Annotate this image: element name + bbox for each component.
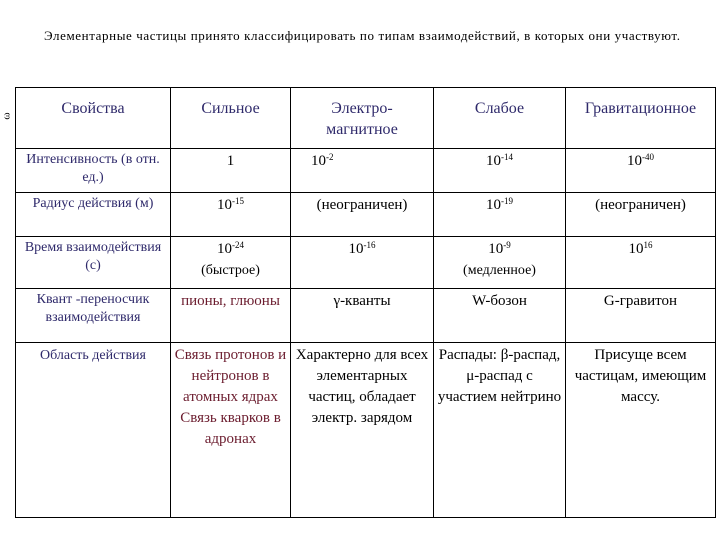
- value-exp: -40: [642, 152, 654, 162]
- table-row: [16, 149, 716, 193]
- value-exp: -9: [503, 240, 511, 250]
- value-exp: 16: [643, 240, 653, 250]
- header-weak: Слабое: [434, 88, 566, 149]
- cell-strong: [171, 237, 291, 289]
- row-property: Время взаимодействия (с): [16, 237, 171, 289]
- cell-weak: [434, 193, 566, 237]
- cell-grav: [566, 149, 716, 193]
- value-base: 10: [217, 241, 232, 257]
- cell-em: γ-кванты: [291, 289, 434, 343]
- value-base: 10: [488, 241, 504, 257]
- header-strong: Сильное: [171, 88, 291, 149]
- value-base: 10: [348, 241, 364, 257]
- cell-weak: W-бозон: [434, 289, 566, 343]
- value-base: 10: [627, 153, 642, 169]
- header-gravitational: Гравитационное: [566, 88, 716, 149]
- value-base: 10: [486, 197, 501, 213]
- value-base: 10: [628, 241, 644, 257]
- value-exp: -14: [501, 152, 513, 162]
- cell-weak: [434, 237, 566, 289]
- value-exp: -24: [232, 240, 244, 250]
- header-properties: Свойства: [16, 88, 171, 149]
- header-electromagnetic: Электро- магнитное: [291, 88, 434, 149]
- side-mark: ω: [0, 112, 13, 120]
- cell-grav: [566, 237, 716, 289]
- row-property: Область действия: [16, 343, 171, 518]
- cell-em: [291, 237, 434, 289]
- value-note: (медленное): [463, 263, 536, 278]
- value-exp: -15: [232, 196, 244, 206]
- cell-strong: Связь протонов и нейтронов в атомных ядрах Связь кварков в адронах: [171, 343, 291, 518]
- value-base: 10: [486, 153, 501, 169]
- table-row: [16, 237, 716, 289]
- cell-grav: Присуще всем частицам, имеющим массу.: [566, 343, 716, 518]
- table-row: [16, 289, 716, 343]
- intro-text: Элементарные частицы принято классифицировать по типам взаимодействий, в которых они участвуют.: [44, 28, 681, 43]
- cell-em: Характерно для всех элементарных частиц, обладает электр. зарядом: [291, 343, 434, 518]
- cell-strong: пионы, глюоны: [171, 289, 291, 343]
- value-base: 10: [311, 153, 326, 169]
- value-exp: -19: [501, 196, 513, 206]
- row-property: Квант -переносчик взаимодействия: [16, 289, 171, 343]
- cell-em: (неограничен): [291, 193, 434, 237]
- table-header-row: [16, 88, 716, 149]
- value-exp: -2: [326, 152, 334, 162]
- cell-em: [291, 149, 434, 193]
- value-note: (быстрое): [201, 263, 260, 278]
- cell-grav: (неограничен): [566, 193, 716, 237]
- cell-strong: [171, 193, 291, 237]
- cell-weak: [434, 149, 566, 193]
- row-property: Радиус действия (м): [16, 193, 171, 237]
- value-base: 10: [217, 197, 232, 213]
- row-property: Интенсивность (в отн. ед.): [16, 149, 171, 193]
- cell-grav: G-гравитон: [566, 289, 716, 343]
- table-row: [16, 193, 716, 237]
- value-exp: -16: [363, 240, 376, 250]
- cell-weak: Распады: β-распад, μ-распад с участием нейтрино: [434, 343, 566, 518]
- interactions-table: [15, 87, 716, 518]
- value-base: 1: [226, 153, 235, 169]
- cell-strong: [171, 149, 291, 193]
- table-row: [16, 343, 716, 518]
